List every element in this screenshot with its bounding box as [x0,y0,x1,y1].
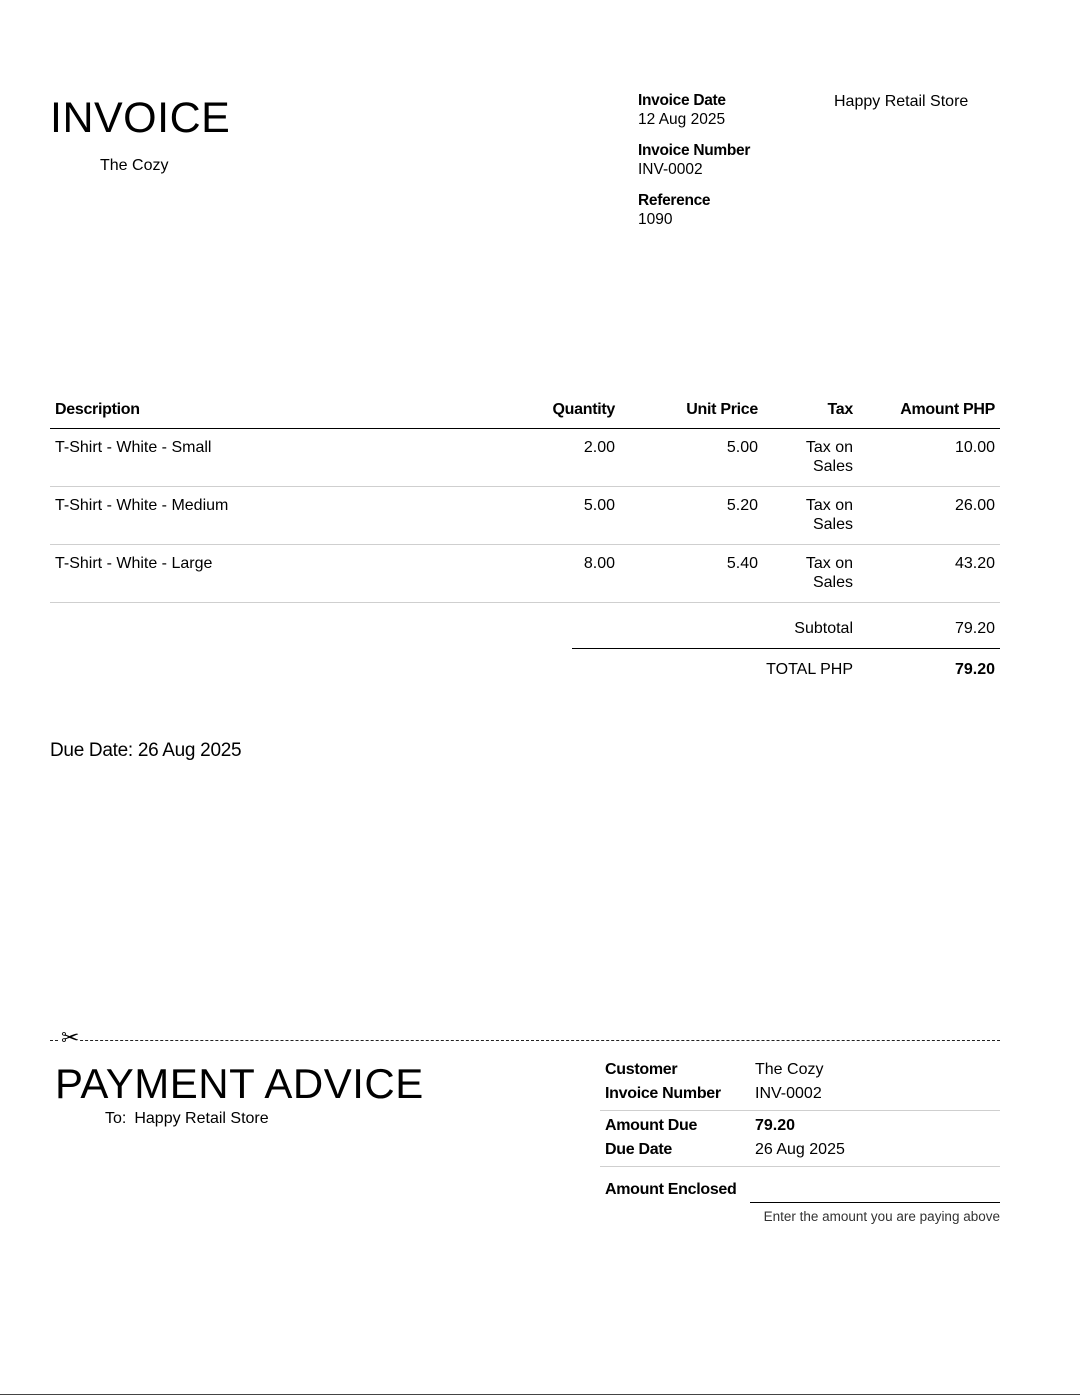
row-amount: 26.00 [858,487,1000,545]
row-tax [763,429,858,487]
invoice-number-line [600,1082,1000,1106]
amount-enclosed-field[interactable] [750,1167,1000,1203]
invoice-meta [638,92,750,242]
row-quantity: 8.00 [517,545,620,603]
amount-due-value: 79.20 [755,1117,796,1134]
amount-enclosed-label: Amount Enclosed [605,1181,737,1198]
invoice-date-value: 12 Aug 2025 [638,111,726,128]
payment-advice-to [105,1110,269,1128]
row-tax [763,487,858,545]
customer-group [600,1055,1000,1111]
invoice-date-label: Invoice Date [638,92,726,109]
row-tax-line2: Sales [812,458,853,475]
line-items-table [50,393,1000,603]
invoice-number-block [638,142,750,179]
due-date: Due Date: 26 Aug 2025 [50,740,242,761]
row-tax-line1: Tax on [805,497,853,514]
subtotal-value: 79.20 [954,620,995,637]
header-amount: Amount PHP [858,393,1000,429]
customer-value: The Cozy [755,1061,824,1078]
row-tax-line1: Tax on [805,439,853,456]
total-value: 79.20 [954,661,995,678]
dashed-divider [50,1040,1000,1041]
scissors-icon: ✂ [61,1025,80,1050]
row-tax-line2: Sales [812,574,853,591]
advice-due-date-value: 26 Aug 2025 [755,1141,845,1158]
customer-line [600,1058,1000,1082]
invoice-title: INVOICE [50,94,231,142]
row-amount: 43.20 [858,545,1000,603]
advice-invoice-number-label: Invoice Number [605,1085,721,1102]
header-quantity: Quantity [517,393,620,429]
row-amount: 10.00 [858,429,1000,487]
table-row [50,429,1000,487]
row-description: T-Shirt - White - Large [50,545,517,603]
seller-name: Happy Retail Store [834,93,969,110]
totals-block [572,610,1000,691]
amount-due-label: Amount Due [605,1117,698,1134]
subtotal-row [572,610,1000,649]
header-description: Description [50,393,517,429]
cut-line [50,1025,1000,1050]
due-date-line [600,1138,1000,1162]
to-label: To: [105,1110,127,1127]
reference-block [638,192,750,229]
payment-advice-title: PAYMENT ADVICE [55,1060,424,1107]
row-quantity: 5.00 [517,487,620,545]
advice-invoice-number-value: INV-0002 [755,1085,822,1102]
amount-enclosed-hint: Enter the amount you are paying above [763,1209,1000,1224]
row-quantity: 2.00 [517,429,620,487]
row-tax-line2: Sales [812,516,853,533]
table-header-row [50,393,1000,429]
invoice-number-value: INV-0002 [638,161,703,178]
to-name: Happy Retail Store [134,1110,269,1127]
subtotal-label: Subtotal [794,620,853,637]
amount-due-line [600,1114,1000,1138]
payment-advice-details [600,1055,1000,1224]
table-row [50,545,1000,603]
header-unit-price: Unit Price [620,393,763,429]
row-unit-price: 5.00 [620,429,763,487]
invoice-number-label: Invoice Number [638,142,751,159]
reference-label: Reference [638,192,711,209]
row-tax-line1: Tax on [805,555,853,572]
amount-enclosed-line [600,1167,1000,1203]
customer-name: The Cozy [100,157,169,174]
row-tax [763,545,858,603]
amount-group [600,1111,1000,1167]
total-row [572,649,1000,691]
row-unit-price: 5.40 [620,545,763,603]
page-bottom-border [0,1394,1080,1395]
advice-due-date-label: Due Date [605,1141,672,1158]
table-row [50,487,1000,545]
invoice-date-block [638,92,750,129]
row-description: T-Shirt - White - Small [50,429,517,487]
row-description: T-Shirt - White - Medium [50,487,517,545]
customer-label: Customer [605,1061,678,1078]
total-label: TOTAL PHP [766,661,853,678]
header-tax: Tax [763,393,858,429]
reference-value: 1090 [638,211,673,228]
row-unit-price: 5.20 [620,487,763,545]
